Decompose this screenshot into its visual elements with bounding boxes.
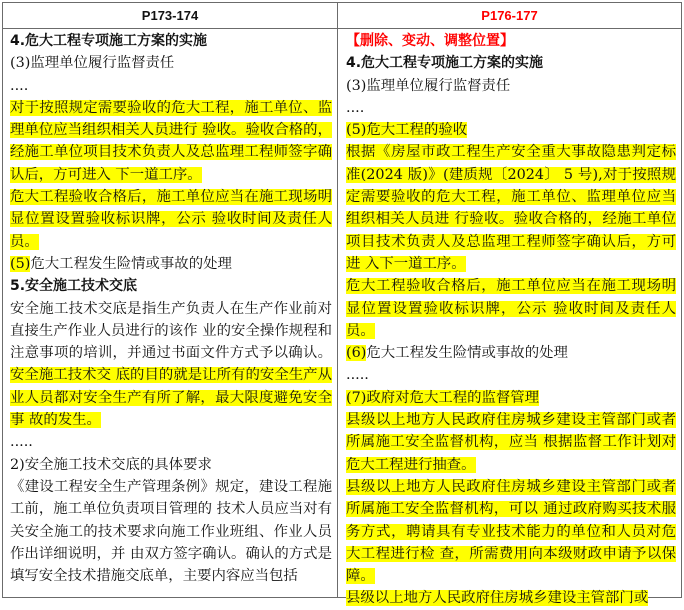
left-ellipsis-2: ..... [10, 434, 33, 451]
right-section-heading: 4.危大工程专项施工方案的实施 [346, 55, 544, 72]
left-requirements-heading: 2)安全施工技术交底的具体要求 [10, 456, 212, 473]
right-service-paragraph: 县级以上地方人民政府住房城乡建设主管部门或者所属施工安全监督机构，可以 通过政府购买技术服务方式，聘请具有专业技术能力的单位和人员对危大工程进行检 查，所需费用向本级财政申请予以保障。 [346, 478, 676, 585]
right-acceptance-heading: (5)危大工程的验收 [346, 122, 468, 139]
comparison-table [2, 2, 682, 607]
right-truncated-paragraph: 县级以上地方人民政府住房城乡建设主管部门或 [346, 590, 649, 607]
right-ellipsis-2: ..... [346, 367, 369, 384]
right-emergency-item: 危大工程发生险情或事故的处理 [366, 345, 568, 362]
left-briefing-purpose: 安全施工技术交 底的目的就是让所有的安全生产从业人员都对安全生产有所了解，最大限度避免安全事 故的发生。 [10, 367, 332, 429]
right-acceptance-paragraph: 根据《房屋市政工程生产安全重大事故隐患判定标准(2024 版)》(建质规〔2024〕 5 号),对于按照规定需要验收的危大工程，施工单位、监理单位应当组织相关人员进 行验收。验收合格的，经施工单位项目技术负责人及总监理工程师签字确认后，方可进 入下一道工序。 [346, 144, 676, 272]
right-change-note: 【删除、变动、调整位置】 [346, 33, 514, 49]
right-column-header: P176-177 [338, 3, 681, 29]
left-emergency-item: 危大工程发生险情或事故的处理 [30, 255, 232, 272]
right-item-number: (6) [346, 345, 367, 362]
right-subheading-supervision: (3)监理单位履行监督责任 [346, 77, 511, 94]
left-ellipsis: .... [10, 77, 29, 94]
left-subheading-supervision: (3)监理单位履行监督责任 [10, 55, 175, 72]
left-regulation-paragraph: 《建设工程安全生产管理条例》规定，建设工程施工前，施工单位负责项目管理的 技术人员应当对有关安全施工的技术要求向施工作业班组、作业人员作出详细说明，并 由双方签字确认。确认的方式是填写安全技术措施交底单，主要内容应当包括 [10, 478, 332, 585]
left-briefing-definition: 安全施工技术交底是指生产负责人在生产作业前对直接生产作业人员进行的该作 业的安全操作规程和注意事项的培训，并通过书面文件方式予以确认。 [10, 300, 332, 362]
left-signboard-paragraph: 危大工程验收合格后，施工单位应当在施工现场明显位置设置验收标识牌，公示 验收时间及责任人员。 [10, 189, 332, 250]
left-section-heading: 4.危大工程专项施工方案的实施 [10, 33, 208, 49]
right-signboard-paragraph: 危大工程验收合格后，施工单位应当在施工现场明显位置设置验收标识牌，公示 验收时间及责任人员。 [346, 278, 676, 339]
left-briefing-heading: 5.安全施工技术交底 [10, 278, 138, 295]
right-government-heading: (7)政府对危大工程的监督管理 [346, 389, 540, 406]
left-column [3, 29, 338, 597]
right-column [338, 29, 681, 607]
left-item-number: (5) [10, 255, 31, 272]
left-acceptance-paragraph: 对于按照规定需要验收的危大工程，施工单位、监理单位应当组织相关人员进行 验收。验收合格的，经施工单位项目技术负责人及总监理工程师签字确认后，方可进入 下一道工序。 [10, 99, 332, 183]
right-spot-check-paragraph: 县级以上地方人民政府住房城乡建设主管部门或者所属施工安全监督机构，应当 根据监督工作计划对危大工程进行抽查。 [346, 412, 676, 473]
right-ellipsis: .... [346, 99, 365, 116]
left-column-header: P173-174 [3, 3, 338, 29]
